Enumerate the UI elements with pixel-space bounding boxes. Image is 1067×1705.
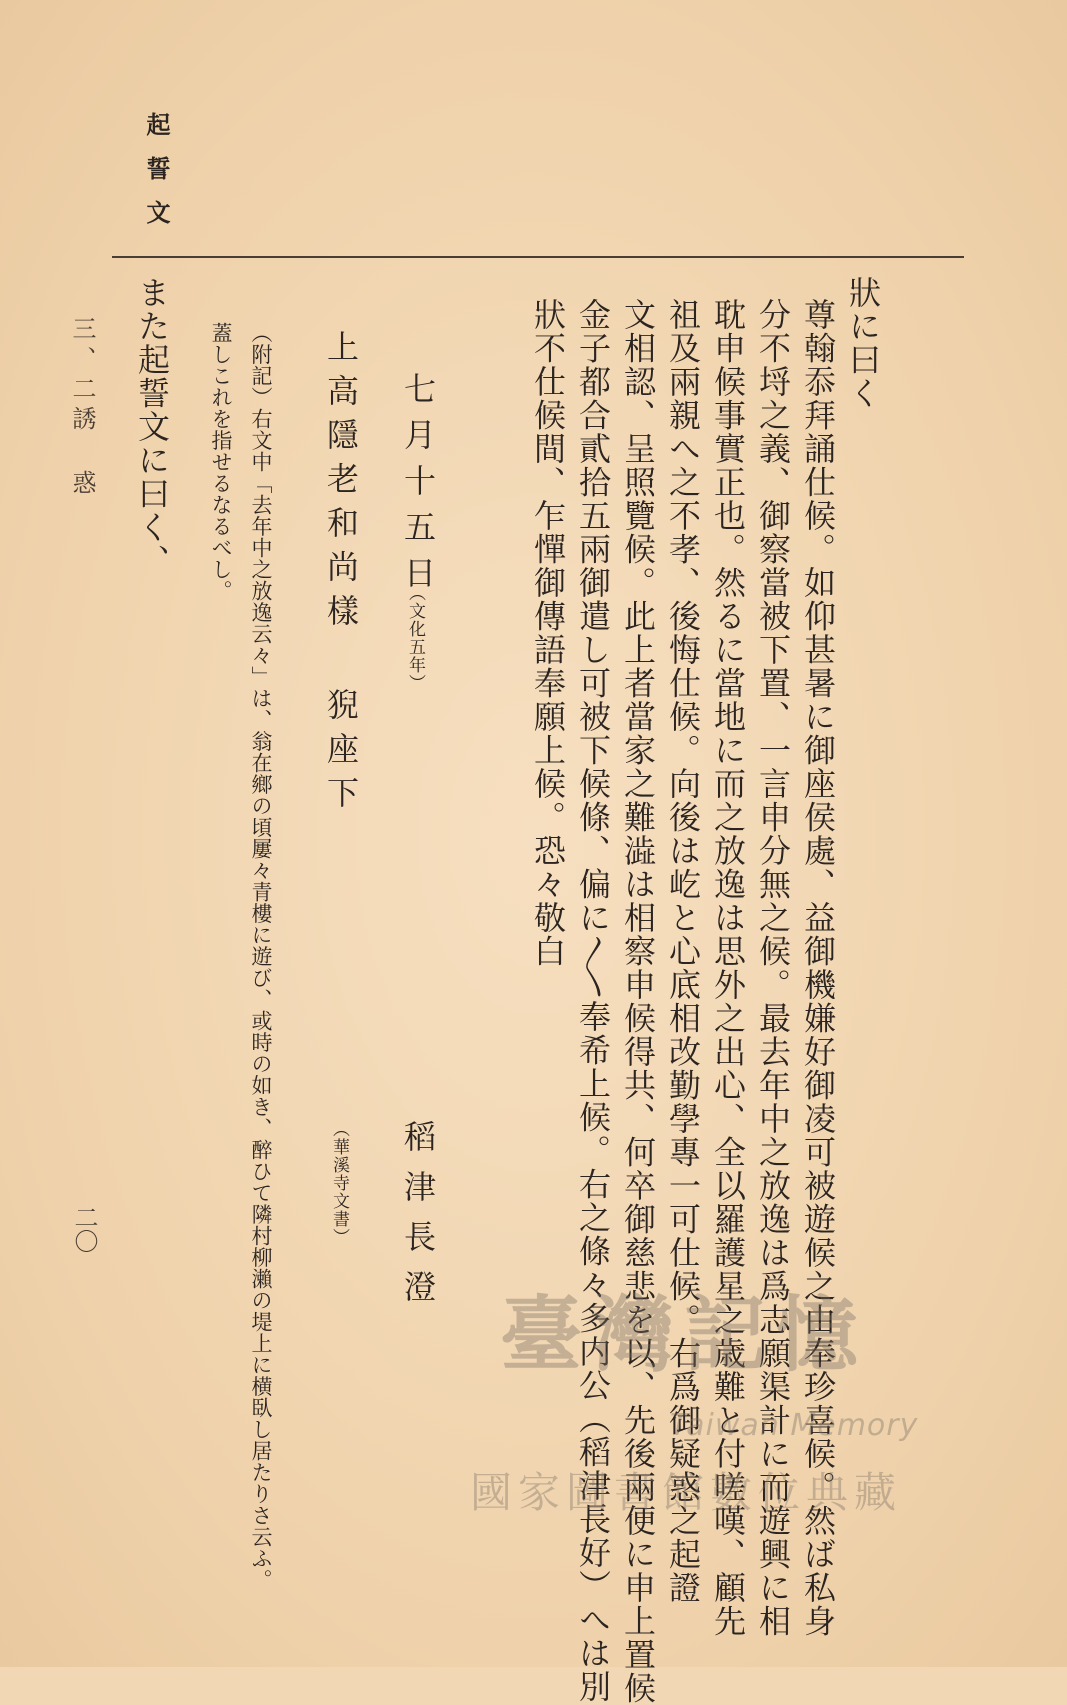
date-note: （文化五年） (405, 584, 425, 692)
body-line: 祖及兩親へ之不孝、後悔仕候。向後は屹と心底相改勤學專一可仕候。右爲御疑惑之起證 (664, 298, 702, 1605)
note-line: 蓋しこれを指せるなるべし。 (209, 322, 233, 602)
body-line: 文相認、呈照覽候。此上者當家之難澁は相察申候得共、何卒御慈悲を以、先後兩便に申上置候 (619, 298, 657, 1705)
body-line: 尊翰忝拜誦仕候。如仰甚暑に御座侯處、益御機嫌好御凌可被遊候之由奉珍喜候。然ば私身 (799, 298, 837, 1638)
author-name: 稻津長澄 (399, 1120, 437, 1320)
page-number: 二〇 (70, 1205, 98, 1253)
date-line: 七月十五日 (399, 372, 437, 602)
body-line: 狀不仕候間、乍憚御傳語奉願上候。恐々敬白 (529, 298, 567, 968)
watermark-logo-text: 臺灣記憶 (500, 1287, 869, 1383)
closing-line: また起誓文に曰く、 (133, 276, 171, 578)
note-line: （附記）右文中「去年中之放逸云々」は、翁在鄉の頃屢々青樓に遊び、或時の如き、醉ひて隣村柳瀨の堤上に横臥し居たりさ云ふ。 (249, 322, 273, 1591)
watermark-english: Taiwan Memory (670, 1408, 919, 1443)
section-heading: 三、二誘 惑 (68, 316, 96, 500)
body-line: 金子都合貳拾五兩御遣し可被下候條、偏に〳〵奉希上候。右之條々多内公（稻津長好）へは別 (574, 298, 612, 1704)
addressee: 上高隱老和尚樣 猊座下 (322, 330, 360, 820)
body-line: 狀に曰く (844, 276, 882, 410)
header-rule (112, 256, 964, 258)
watermark-subtitle: 國家圖書館數位典藏 (470, 1468, 903, 1517)
body-line: 分不埒之義、御察當被下置、一言申分無之候。最去年中之放逸は爲志願渠計に而遊興に相 (754, 298, 792, 1638)
library-watermark (470, 1270, 990, 1530)
running-header-title: 起誓文 (142, 112, 171, 244)
body-line: 耽申候事實正也。然るに當地に而之放逸は思外之出心、全以羅護星之歳難と付嗟嘆、顧先 (709, 298, 747, 1638)
source-citation: （華溪寺文書） (329, 1120, 349, 1246)
